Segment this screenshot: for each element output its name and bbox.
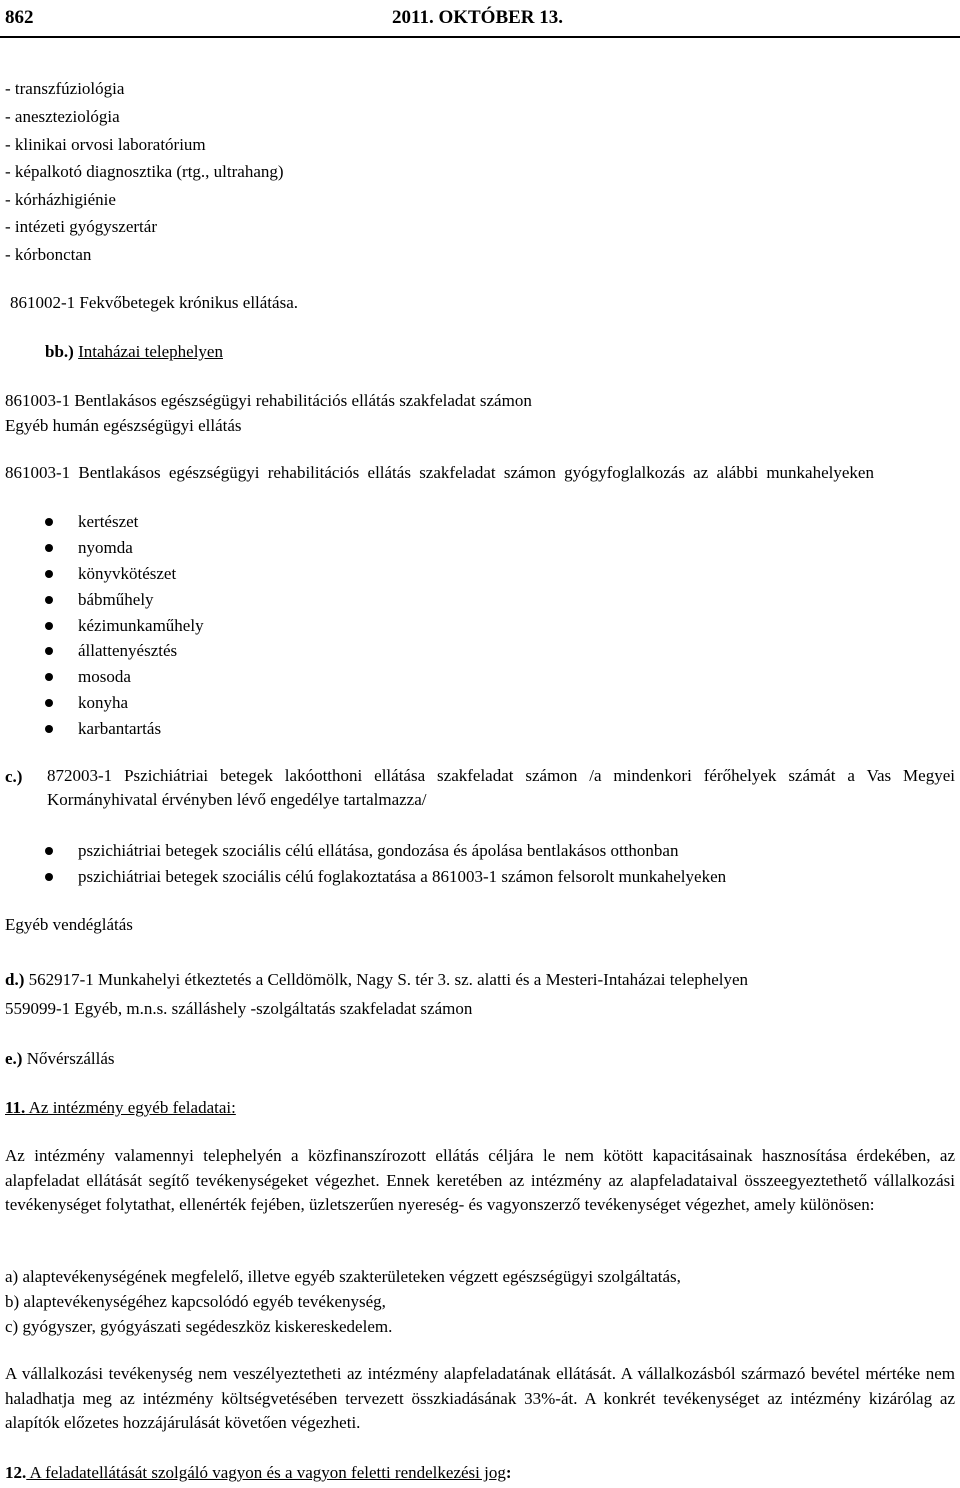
line-861002: 861002-1 Fekvőbetegek krónikus ellátása. xyxy=(10,293,298,312)
line-861003-b: 861003-1 Bentlakásos egészségügyi rehabilitációs ellátás szakfeladat számon gyógyfoglalkozás az alábbi munkahelyeken xyxy=(5,463,874,482)
section-bb-label: bb.) xyxy=(45,342,74,361)
section-d-text: 562917-1 Munkahelyi étkeztetés a Celldömölk, Nagy S. tér 3. sz. alatti és a Mesteri-Intaházai telephelyen xyxy=(24,970,749,989)
section-d-line2: 559099-1 Egyéb, m.n.s. szálláshely -szolgáltatás szakfeladat számon xyxy=(5,999,473,1018)
section-c-text: 872003-1 Pszichiátriai betegek lakóotthoni ellátása szakfeladat számon /a mindenkori férőhelyek számát a Vas Megyei Kormányhivatal érvényben lévő engedélye tartalmazza/ xyxy=(47,766,955,809)
list-item: bábműhely xyxy=(78,590,154,609)
paragraph-1: Az intézmény valamennyi telephelyén a közfinanszírozott ellátás céljára le nem kötött kapacitásainak hasznosítása érdekében, az alapfeladat ellátását segítő tevékenységeket végezhet. Ennek keretében az intézmény az alapfeladataival összeegyeztethető vállalkozási tevékenységet folytathat, ellenérték fejében, üzletszerűen nyereség- és vagyonszerző tevékenységet végezhet, amely különösen: xyxy=(5,1146,955,1214)
bullet-icon xyxy=(45,699,53,707)
bullet-icon xyxy=(45,673,53,681)
section-12-colon: : xyxy=(505,1463,512,1482)
bullet-icon xyxy=(45,647,53,655)
section-11-heading xyxy=(5,1095,236,1121)
bullet-icon xyxy=(45,622,53,630)
dash-list-item: - aneszteziológia xyxy=(5,107,120,126)
dash-list-item: - transzfúziológia xyxy=(5,79,125,98)
dash-list-item: - kórházhigiénie xyxy=(5,190,116,209)
list-item: konyha xyxy=(78,693,129,712)
section-12-number: 12. xyxy=(5,1463,27,1482)
bullet-icon xyxy=(45,518,53,526)
section-e-text: Nővérszállás xyxy=(22,1049,115,1068)
bullet-icon xyxy=(45,570,53,578)
list-item: pszichiátriai betegek szociális célú ellátása, gondozása és ápolása bentlakásos otthonban xyxy=(78,841,679,860)
bullet-icon xyxy=(45,873,53,881)
section-c-label: c.) xyxy=(5,767,23,786)
list-item: nyomda xyxy=(78,538,133,557)
list-item: karbantartás xyxy=(78,719,162,738)
line-human-care: Egyéb humán egészségügyi ellátás xyxy=(5,416,242,435)
bullet-icon xyxy=(45,596,53,604)
section-bb-title: Intaházai telephelyen xyxy=(78,342,223,361)
bullet-icon xyxy=(45,847,53,855)
list-item: c) gyógyszer, gyógyászati segédeszköz kiskereskedelem. xyxy=(5,1317,393,1336)
list-item: állattenyésztés xyxy=(78,641,178,660)
list-item: a) alaptevékenységének megfelelő, illetve egyéb szakterületeken végzett egészségügyi szolgáltatás, xyxy=(5,1267,681,1286)
section-e-label: e.) xyxy=(5,1049,23,1068)
header-date: 2011. OKTÓBER 13. xyxy=(392,7,564,28)
list-item: kertészet xyxy=(78,512,139,531)
section-11-title: Az intézmény egyéb feladatai: xyxy=(25,1098,236,1117)
page-header xyxy=(0,0,960,38)
dash-list-item: - kórbonctan xyxy=(5,245,92,264)
list-item: b) alaptevékenységéhez kapcsolódó egyéb tevékenység, xyxy=(5,1292,386,1311)
paragraph-2: A vállalkozási tevékenység nem veszélyeztetheti az intézmény alapfeladatának ellátását. A vállalkozásból származó bevétel mértéke nem haladhatja meg az intézmény költségvetésében tervezett összkiadásának 33%-át. A konkrét tevékenységet az intézmény kizárólag az alapítók előzetes hozzájárulását követően végezheti. xyxy=(5,1364,955,1432)
line-vendeglatas: Egyéb vendéglátás xyxy=(5,915,133,934)
list-item: mosoda xyxy=(78,667,131,686)
dash-list-item: - intézeti gyógyszertár xyxy=(5,217,157,236)
section-12-heading xyxy=(5,1460,512,1486)
list-item: pszichiátriai betegek szociális célú foglakoztatása a 861003-1 számon felsorolt munkahelyeken xyxy=(78,867,727,886)
section-d-label: d.) xyxy=(5,970,25,989)
list-item: könyvkötészet xyxy=(78,564,177,583)
bullet-icon xyxy=(45,725,53,733)
list-item: kézimunkaműhely xyxy=(78,616,204,635)
section-d xyxy=(5,967,748,993)
section-11-number: 11. xyxy=(5,1098,26,1117)
section-e xyxy=(5,1046,115,1072)
page-number: 862 xyxy=(5,7,34,28)
dash-list-item: - klinikai orvosi laboratórium xyxy=(5,135,206,154)
section-bb xyxy=(45,339,223,365)
dash-list-item: - képalkotó diagnosztika (rtg., ultrahang) xyxy=(5,162,284,181)
line-861003-a: 861003-1 Bentlakásos egészségügyi rehabilitációs ellátás szakfeladat számon xyxy=(5,391,532,410)
section-12-title: A feladatellátását szolgáló vagyon és a vagyon feletti rendelkezési jog xyxy=(26,1463,506,1482)
bullet-icon xyxy=(45,544,53,552)
